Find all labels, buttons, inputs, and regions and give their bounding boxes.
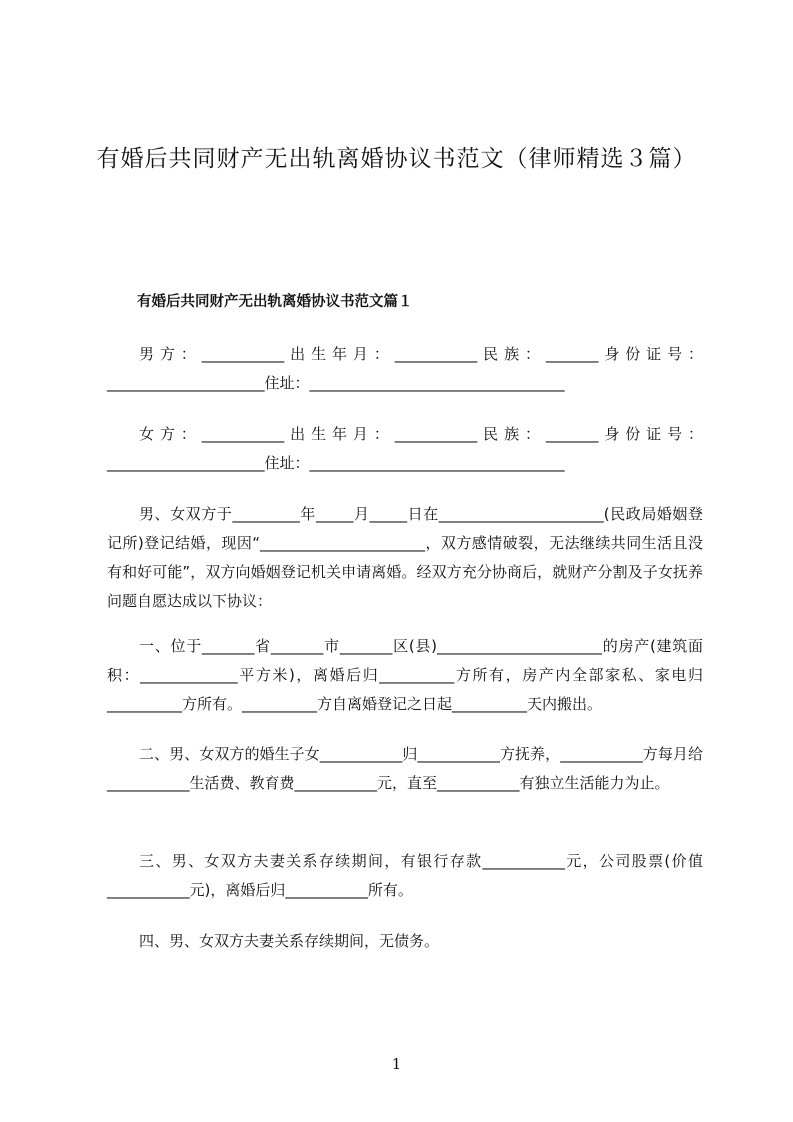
paragraph-clause-property: 一、位于_______省_______市_______区(县)______________________的房产(建筑面积：_____________平方米)，离婚后归__________方所有，房产内全部家私、家电归__________方所有。__________方自离婚登记之日起__________天内搬出。 [107,637,703,713]
paragraph-marriage-registration: 男、女双方于_________年_____月_____日在______________________(民政局婚姻登记所)登记结婚，现因“______________________，双方感情破裂，无法继续共同生活且没有和好可能”，双方向婚姻登记机关申请离婚。经双方充分协商后，就财产分割及子女抚养问题自愿达成以下协议： [107,505,703,610]
paragraph-clause-debts: 四、男、女双方夫妻关系存续期间，无债务。 [139,932,440,950]
document-title: 有婚后共同财产无出轨离婚协议书范文（律师精选３篇） [96,146,697,172]
paragraph-clause-savings: 三、男、女双方夫妻关系存续期间，有银行存款___________元，公司股票(价值___________元)，离婚后归___________所有。 [107,852,703,899]
section-title: 有婚后共同财产无出轨离婚协议书范文篇１ [137,294,413,310]
page-number: 1 [391,1055,402,1073]
paragraph-clause-children: 二、男、女双方的婚生子女___________归___________方抚养，___________方每月给___________生活费、教育费___________元，直至___________有独立生活能力为止。 [107,745,703,792]
paragraph-wife-info: 女方：___________出生年月：___________民族：_______身份证号：_____________________住址：__________________________________ [107,425,703,472]
paragraph-husband-info: 男方：___________出生年月：___________民族：_______身份证号：_____________________住址：__________________________________ [107,345,703,392]
